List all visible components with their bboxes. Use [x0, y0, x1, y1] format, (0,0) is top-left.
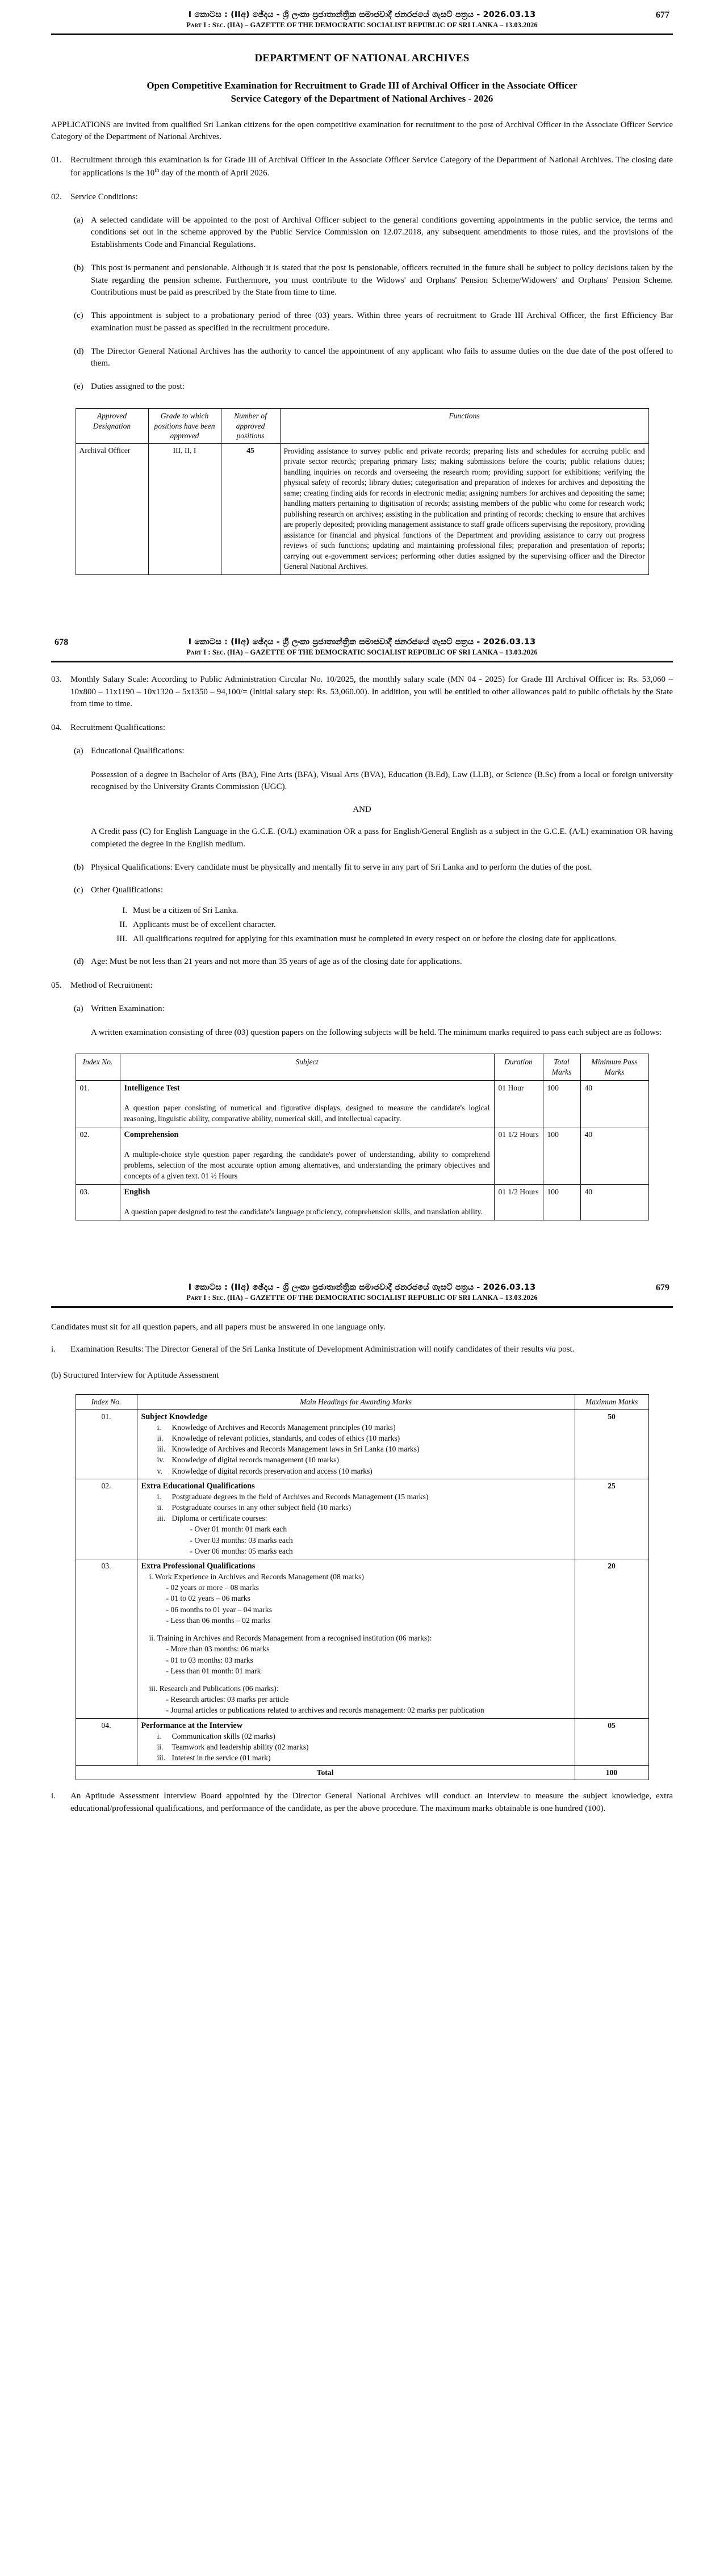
- subject-cell-3: [120, 1184, 494, 1220]
- service-condition-e: [51, 381, 673, 393]
- item-marker: v.: [157, 1466, 162, 1475]
- interview-marks-4: 05: [575, 1718, 648, 1766]
- english-header-prefix: Part I : Sec. (IIA) –: [186, 21, 250, 29]
- interview-block2-item: - 01 to 03 months: 03 marks: [166, 1655, 253, 1664]
- department-title: DEPARTMENT OF NATIONAL ARCHIVES: [254, 52, 470, 64]
- item-text: Interest in the service (01 mark): [171, 1753, 271, 1762]
- other-qualification-iii-marker: III.: [116, 934, 127, 943]
- item-text: Knowledge of Archives and Records Management principles (10 marks): [171, 1423, 396, 1432]
- page-break-spacer-2: [51, 1220, 673, 1273]
- subjects-table-row: [76, 1080, 648, 1127]
- gazette-page-678: [0, 627, 724, 1273]
- qualification-b-text: Physical Qualifications: Every candidate must be physically and mentally fit to serve in any part of Sri Lanka and to perform the duties of the post.: [91, 862, 592, 872]
- interview-spacer: [141, 1626, 571, 1633]
- subject-duration-3: 01 1/2 Hours: [494, 1184, 543, 1220]
- interview-heading-3: Extra Professional Qualifications: [141, 1562, 256, 1571]
- page-break-spacer-1: [51, 575, 673, 627]
- interview-subline: - Over 01 month: 01 mark each: [190, 1525, 287, 1534]
- running-head-row-sinhala-678: [51, 637, 673, 647]
- other-qualification-ii-marker: II.: [119, 920, 127, 929]
- header-rule-678: [51, 661, 673, 662]
- header-rule: [51, 33, 673, 35]
- subject-desc-3: A question paper designed to test the candidate’s language proficiency, comprehension skills, and translation ability.: [124, 1207, 483, 1216]
- duties-table-row: [76, 443, 648, 574]
- list-item: [141, 1423, 571, 1433]
- section-01-body: [70, 154, 673, 180]
- section-03-marker: 03.: [51, 674, 62, 684]
- subject-index-1: 01.: [76, 1080, 120, 1127]
- interview-total-value: 100: [575, 1766, 648, 1780]
- duties-col-designation: Approved Designation: [76, 408, 148, 443]
- item-marker: ii.: [157, 1742, 164, 1751]
- subject-index-2: 02.: [76, 1127, 120, 1184]
- subject-index-3: 03.: [76, 1184, 120, 1220]
- item-marker: ii.: [157, 1503, 164, 1512]
- subjects-table: [76, 1054, 649, 1220]
- other-qualification-iii-text: All qualifications required for applying for this examination must be completed in every respect on or before the closing date for applications.: [133, 934, 617, 943]
- section-01-marker: 01.: [51, 156, 62, 165]
- english-header-caps-679: GAZETTE OF THE DEMOCRATIC SOCIALIST REPUBLIC OF SRI LANKA – 13.03.2026: [250, 1293, 538, 1302]
- subject-title-1: Intelligence Test: [124, 1083, 180, 1093]
- interview-index-2: 02.: [76, 1479, 137, 1559]
- service-condition-e-marker: (e): [74, 382, 83, 392]
- duties-table: [76, 408, 649, 575]
- service-condition-a-text: A selected candidate will be appointed to the post of Archival Officer subject to the general conditions governing appointments in the public service, the terms and conditions set out in the scheme approved by the Public Service Commission on 12.07.2018, any subsequent amendments to those rules, and the provisions of the Establishments Code and Financial Regulations.: [91, 215, 673, 250]
- english-header-prefix-679: Part I : Sec. (IIA) –: [186, 1293, 250, 1302]
- interview-block3-item: - Research articles: 03 marks per article: [166, 1695, 289, 1704]
- gazette-page-679: [0, 1273, 724, 1841]
- item-marker: iii.: [157, 1753, 166, 1762]
- subjects-table-header-row: [76, 1054, 648, 1080]
- item-text: Knowledge of digital records management (10 marks): [171, 1455, 339, 1465]
- service-condition-b-text: This post is permanent and pensionable. Although it is stated that the post is pensionable, officers recruited in the future shall be subject to policy decisions taken by the State regarding the pension scheme. Furthermore, you must contribute to the Widows' and Orphans' Pension Scheme/Widowers' and Orphans' Pension Scheme. Contributions must be paid as prescribed by the State from time to time.: [91, 263, 673, 297]
- item-text: Teamwork and leadership ability (02 marks): [171, 1742, 309, 1751]
- other-qualification-ii-text: Applicants must be of excellent character.: [133, 920, 276, 929]
- item-text: Knowledge of digital records preservation and access (10 marks): [171, 1466, 373, 1475]
- interview-block2-item: - More than 03 months: 06 marks: [166, 1644, 270, 1654]
- subject-total-3: 100: [543, 1184, 580, 1220]
- interview-block3-item: - Journal articles or publications related to archives and records management: 02 marks per publication: [166, 1706, 484, 1715]
- interview-block1-item: - 02 years or more – 08 marks: [166, 1583, 259, 1592]
- examination-results-text-a: Examination Results: The Director General of the Sri Lanka Institute of Development Administration will notify candidates of their results: [70, 1345, 546, 1354]
- list-item: [141, 1466, 571, 1476]
- duties-cell-positions: 45: [221, 443, 280, 574]
- interview-table-row: [76, 1718, 648, 1766]
- gazette-page-677: [0, 0, 724, 627]
- duties-table-header-row: [76, 408, 648, 443]
- examination-results-marker: i.: [51, 1345, 56, 1354]
- subject-total-2: 100: [543, 1127, 580, 1184]
- service-condition-e-text: Duties assigned to the post:: [91, 382, 185, 392]
- section-04-marker: 04.: [51, 723, 62, 733]
- interview-heading-1: Subject Knowledge: [141, 1412, 208, 1421]
- qualification-b-marker: (b): [74, 862, 84, 872]
- bottom-spacer: [51, 1815, 673, 1841]
- running-head-677: [51, 0, 673, 35]
- item-marker: iv.: [157, 1455, 165, 1465]
- service-condition-d: [51, 346, 673, 371]
- aptitude-board-note: [51, 1790, 673, 1815]
- subject-total-1: 100: [543, 1080, 580, 1127]
- interview-cell-4: [137, 1718, 575, 1766]
- other-qualification-i: [114, 905, 673, 917]
- list-item: [141, 1753, 571, 1763]
- interview-cell-2: [137, 1479, 575, 1559]
- method-a-heading: Written Examination:: [91, 1004, 165, 1013]
- duties-col-functions: Functions: [280, 408, 648, 443]
- interview-block1-item: - 06 months to 01 year – 04 marks: [166, 1605, 273, 1614]
- interview-table-header-row: [76, 1395, 648, 1410]
- qualification-d: [51, 956, 673, 968]
- list-item: [141, 1492, 571, 1502]
- exam-title-line1: Open Competitive Examination for Recruitment to Grade III of Archival Officer in the Associate Officer: [147, 80, 577, 91]
- interview-spacer: [141, 1676, 571, 1683]
- qualification-d-text: Age: Must be not less than 21 years and not more than 35 years of age as of the closing date for applications.: [91, 957, 462, 967]
- subject-desc-2: A multiple-choice style question paper regarding the candidate's power of understanding, ability to comprehend problems, selection of the most accurate option among alternatives, and understanding the primary objectives and concepts of a given text. 01 ½ Hours: [124, 1149, 490, 1180]
- section-04: [51, 722, 673, 735]
- item-marker: ii.: [157, 1434, 164, 1443]
- interview-block2-title: ii. Training in Archives and Records Management from a recognised institution (06 marks):: [149, 1634, 432, 1643]
- service-condition-c: [51, 310, 673, 335]
- subject-duration-2: 01 1/2 Hours: [494, 1127, 543, 1184]
- sinhala-header-text-678: I කොටස : (IIඅ) ඡේදය - ශ්‍රී ලංකා ප්‍රජාතාන්ත්‍රික සමාජවාදී ජනරජයේ ගැසට් පත්‍රය - 2026.03.13: [188, 637, 536, 647]
- running-head-row-sinhala-679: [51, 1283, 673, 1292]
- subject-title-2: Comprehension: [124, 1130, 179, 1139]
- method-a: [51, 1003, 673, 1016]
- exam-title-line2: Service Category of the Department of National Archives - 2026: [231, 93, 493, 104]
- item-text: Postgraduate degrees in the field of Archives and Records Management (15 marks): [171, 1492, 429, 1501]
- qualification-c-marker: (c): [74, 886, 83, 895]
- running-head-678: [51, 627, 673, 662]
- qualification-a-degree-text: Possession of a degree in Bachelor of Arts (BA), Fine Arts (BFA), Visual Arts (BVA), Education (B.Ed), Law (LLB), or Science (B.Sc) from a local or foreign university recognised by the University Grants Commission (UGC).: [91, 770, 673, 792]
- section-01-superscript: th: [154, 167, 160, 174]
- interview-block1-item: - 01 to 02 years – 06 marks: [166, 1594, 250, 1603]
- running-head-row-english-679: [51, 1294, 673, 1302]
- service-condition-d-marker: (d): [74, 346, 84, 356]
- item-text: Postgraduate courses in any other subject field (10 marks): [171, 1503, 351, 1512]
- list-item: [141, 1433, 571, 1444]
- interview-subitems-2: [141, 1492, 571, 1524]
- interview-block3-title: iii. Research and Publications (06 marks):: [149, 1684, 279, 1693]
- qualification-c: [51, 884, 673, 897]
- interview-marks-1: 50: [575, 1409, 648, 1479]
- sinhala-header-text: I කොටස : (IIඅ) ඡේදය - ශ්‍රී ලංකා ප්‍රජාතාන්ත්‍රික සමාජවාදී ජනරජයේ ගැසට් පත්‍රය - 2026.03.13: [188, 10, 536, 19]
- qualification-a: [51, 745, 673, 758]
- page-number-678: 678: [55, 637, 69, 647]
- list-item: [141, 1444, 571, 1454]
- item-marker: i.: [157, 1492, 161, 1501]
- list-item: [141, 1731, 571, 1742]
- service-condition-c-text: This appointment is subject to a probationary period of three (03) years. Within three years of recruitment to Grade III Archival Officer, the first Efficiency Bar examination must be passed as specified in the recruitment procedure.: [91, 311, 673, 333]
- section-02-heading: Service Conditions:: [70, 192, 138, 202]
- interview-marks-table: [76, 1394, 649, 1780]
- method-a-marker: (a): [74, 1004, 83, 1013]
- duties-col-positions: Number of approved positions: [221, 408, 280, 443]
- subjects-col-subject: Subject: [120, 1054, 494, 1080]
- item-marker: iii.: [157, 1445, 166, 1454]
- item-marker: i.: [157, 1731, 161, 1740]
- subject-cell-1: [120, 1080, 494, 1127]
- item-text: Knowledge of relevant policies, standards, and codes of ethics (10 marks): [171, 1434, 400, 1443]
- candidates-note: Candidates must sit for all question papers, and all papers must be answered in one language only.: [51, 1322, 386, 1332]
- interview-block1-item: - Less than 06 months – 02 marks: [166, 1616, 271, 1625]
- interview-marks-3: 20: [575, 1559, 648, 1718]
- qualification-a-marker: (a): [74, 746, 83, 756]
- item-marker: i.: [157, 1423, 161, 1432]
- english-header-prefix-678: Part I : Sec. (IIA) –: [186, 648, 250, 656]
- duties-col-grade: Grade to which positions have been approved: [148, 408, 221, 443]
- list-item: [141, 1742, 571, 1752]
- interview-col-heading: Main Headings for Awarding Marks: [137, 1395, 575, 1410]
- structured-interview-heading: (b) Structured Interview for Aptitude Assessment: [51, 1370, 219, 1380]
- exam-title: [77, 79, 647, 106]
- page-number-677: 677: [655, 10, 669, 20]
- interview-marks-2: 25: [575, 1479, 648, 1559]
- interview-col-index: Index No.: [76, 1395, 137, 1410]
- subject-cell-2: [120, 1127, 494, 1184]
- running-head-row-english-678: [51, 648, 673, 657]
- other-qualification-i-text: Must be a citizen of Sri Lanka.: [133, 906, 238, 916]
- duties-cell-designation: Archival Officer: [76, 443, 148, 574]
- qualification-a-heading: Educational Qualifications:: [91, 746, 185, 756]
- subject-title-3: English: [124, 1187, 150, 1197]
- interview-heading-2: Extra Educational Qualifications: [141, 1481, 255, 1491]
- service-condition-b: [51, 262, 673, 299]
- interview-subline: - Over 06 months: 05 marks each: [190, 1546, 293, 1555]
- interview-col-max-marks: Maximum Marks: [575, 1395, 648, 1410]
- interview-subitems-4: [141, 1731, 571, 1764]
- subject-pass-3: 40: [580, 1184, 648, 1220]
- section-02-marker: 02.: [51, 192, 62, 202]
- interview-cell-1: [137, 1409, 575, 1479]
- section-02: [51, 191, 673, 204]
- english-header-caps: GAZETTE OF THE DEMOCRATIC SOCIALIST REPUBLIC OF SRI LANKA – 13.03.2026: [250, 21, 538, 29]
- other-qualification-i-marker: I.: [122, 906, 127, 916]
- interview-total-label: Total: [76, 1766, 575, 1780]
- aptitude-board-note-marker: i.: [51, 1792, 56, 1801]
- interview-table-row: [76, 1559, 648, 1718]
- running-head-row-sinhala: [51, 10, 673, 19]
- sinhala-header-text-679: I කොටස : (IIඅ) ඡේදය - ශ්‍රී ලංකා ප්‍රජාතාන්ත්‍රික සමාජවාදී ජනරජයේ ගැසට් පත්‍රය - 2026.03.13: [188, 1282, 536, 1292]
- section-01-text-b: day of the month of April 2026.: [159, 169, 270, 178]
- subject-pass-2: 40: [580, 1127, 648, 1184]
- interview-block2-item: - Less than 01 month: 01 mark: [166, 1666, 261, 1675]
- duties-cell-functions: Providing assistance to survey public and private records; preparing lists and schedules for accruing public and private sector records; preparing primary lists; making submissions before the courts; public relations duties; handling inquiries on records and overseeing the research room; providing support for exhibitions; verifying the physical safety of records; library duties; categorisation and preparation of indexes for archives and depositing the same; creating finding aids for records in electronic media; assigning numbers for archives and depositing the same; handling matters pertaining to digitisation of records; assisting members of the public who come for research work; publishing research on archives; assisting in the publication and printing of records; checking to ensure that archives are properly deposited; providing management assistance to staff grade officers supervising the repository, providing assistance for financial and physical functions of the Department and providing assistance to carry out progress reviews of such functions; updating and maintaining professional files; preparation and presentation of reports; carrying out e-government services; performing other duties assigned by the supervising officer and the Director General National Archives.: [280, 443, 648, 574]
- interview-heading-4: Performance at the Interview: [141, 1721, 242, 1730]
- qualification-c-heading: Other Qualifications:: [91, 886, 164, 895]
- qualification-d-marker: (d): [74, 957, 84, 967]
- running-head-679: [51, 1273, 673, 1308]
- qualification-and-word: AND: [353, 805, 371, 815]
- section-01-text-a: Recruitment through this examination is for Grade III of Archival Officer in the Associate Officer Service Category of the Department of National Archives. The closing date for applications is the 10: [70, 156, 673, 178]
- item-marker: iii.: [157, 1514, 166, 1523]
- service-condition-a: [51, 215, 673, 251]
- subjects-table-row: [76, 1127, 648, 1184]
- interview-table-row: [76, 1479, 648, 1559]
- intro-paragraph: APPLICATIONS are invited from qualified Sri Lankan citizens for the open competitive examination for recruitment to the post of Archival Officer in the Associate Officer Service Category of the Department of National Archives.: [51, 120, 673, 142]
- running-head-row-english: [51, 21, 673, 30]
- page-number-679: 679: [655, 1282, 669, 1293]
- section-05: [51, 980, 673, 992]
- section-04-heading: Recruitment Qualifications:: [70, 723, 166, 733]
- qualification-b: [51, 862, 673, 874]
- item-text: Knowledge of Archives and Records Management laws in Sri Lanka (10 marks): [171, 1445, 420, 1454]
- other-qualifications-list: [114, 905, 673, 945]
- interview-block1-title: i. Work Experience in Archives and Records Management (08 marks): [149, 1572, 364, 1581]
- interview-index-3: 03.: [76, 1559, 137, 1718]
- subject-pass-1: 40: [580, 1080, 648, 1127]
- interview-table-row: [76, 1409, 648, 1479]
- interview-subline: - Over 03 months: 03 marks each: [190, 1535, 293, 1545]
- other-qualification-iii: [114, 933, 673, 946]
- interview-subitems-1: [141, 1423, 571, 1476]
- interview-index-4: 04.: [76, 1718, 137, 1766]
- subjects-col-pass: Minimum Pass Marks: [580, 1054, 648, 1080]
- duties-cell-grade: III, II, I: [148, 443, 221, 574]
- header-rule-679: [51, 1306, 673, 1308]
- examination-results-body: [70, 1344, 673, 1356]
- section-05-heading: Method of Recruitment:: [70, 981, 153, 991]
- other-qualification-ii: [114, 919, 673, 932]
- service-condition-a-marker: (a): [74, 215, 83, 225]
- aptitude-board-note-text: An Aptitude Assessment Interview Board appointed by the Director General National Archives will conduct an interview to measure the subject knowledge, extra educational/professional qualifications, and performance of the candidate, as per the above procedure. The maximum marks obtainable is one hundred (100).: [70, 1792, 673, 1813]
- qualification-a-english-text: A Credit pass (C) for English Language in the G.C.E. (O/L) examination OR a pass for English/General English as a subject in the G.C.E. (A/L) examination OR having completed the degree in the English medium.: [91, 827, 673, 849]
- section-05-marker: 05.: [51, 981, 62, 991]
- interview-total-row: [76, 1766, 648, 1780]
- service-condition-c-marker: (c): [74, 311, 83, 321]
- examination-results-text-b: post.: [555, 1345, 575, 1354]
- service-condition-d-text: The Director General National Archives has the authority to cancel the appointment of any applicant who fails to assume duties on the due date of the post offered to them.: [91, 346, 673, 368]
- subjects-col-duration: Duration: [494, 1054, 543, 1080]
- interview-cell-3: [137, 1559, 575, 1718]
- list-item: [141, 1503, 571, 1513]
- examination-results-item: [51, 1344, 673, 1356]
- item-text: Diploma or certificate courses:: [171, 1514, 267, 1523]
- item-text: Communication skills (02 marks): [171, 1731, 275, 1740]
- subjects-col-index: Index No.: [76, 1054, 120, 1080]
- section-01: [51, 154, 673, 180]
- subject-desc-1: A question paper consisting of numerical and figurative displays, designed to measure the candidate's logical reasoning, linguistic ability, comparative ability, numerical skill, and intellectual capacity.: [124, 1103, 490, 1123]
- examination-results-italic: via: [545, 1345, 556, 1354]
- service-condition-b-marker: (b): [74, 263, 84, 272]
- interview-index-1: 01.: [76, 1409, 137, 1479]
- subject-duration-1: 01 Hour: [494, 1080, 543, 1127]
- english-header-caps-678: GAZETTE OF THE DEMOCRATIC SOCIALIST REPUBLIC OF SRI LANKA – 13.03.2026: [250, 648, 538, 656]
- subjects-table-row: [76, 1184, 648, 1220]
- list-item: [141, 1455, 571, 1465]
- written-exam-intro: A written examination consisting of three (03) question papers on the following subjects will be held. The minimum marks required to pass each subject are as follows:: [91, 1027, 662, 1037]
- subjects-col-total: Total Marks: [543, 1054, 580, 1080]
- section-03-text: Monthly Salary Scale: According to Public Administration Circular No. 10/2025, the monthly salary scale (MN 04 - 2025) for Grade III Archival Officer is: Rs. 53,060 – 10x800 – 11x1190 – 10x1320 – 5x1350 – 94,100/= (Initial salary step: Rs. 53,060.00). In addition, you will be entitled to other allowances paid to public officials by the State from time to time.: [70, 674, 673, 709]
- section-03: [51, 674, 673, 711]
- list-item: [141, 1513, 571, 1524]
